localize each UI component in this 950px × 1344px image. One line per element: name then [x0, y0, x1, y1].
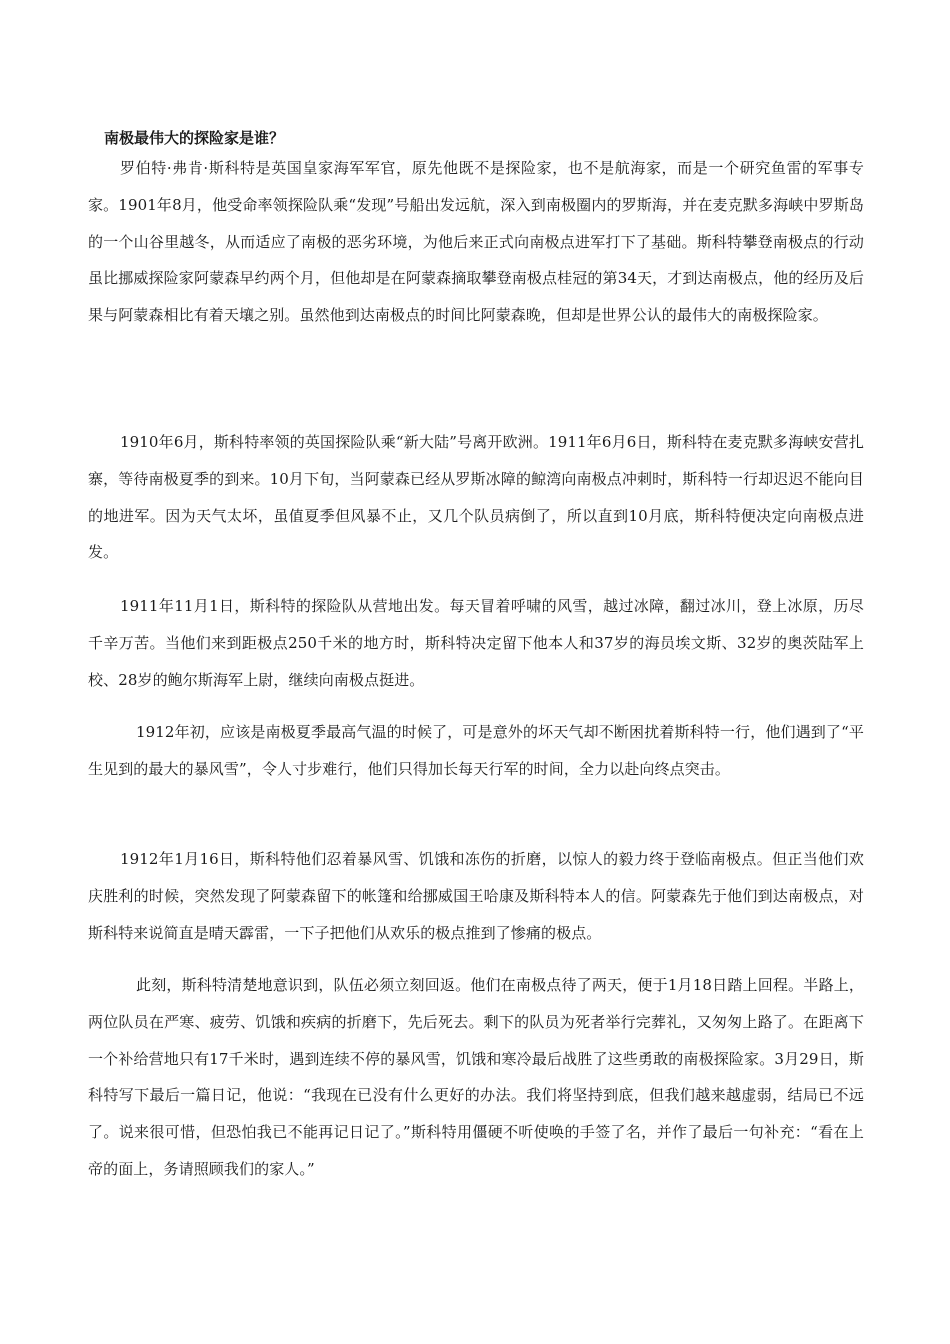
paragraph-6: 此刻，斯科特清楚地意识到，队伍必须立刻回返。他们在南极点待了两天，便于1月18日踏上回程。半路上，两位队员在严寒、疲劳、饥饿和疾病的折磨下，先后死去。剩下的队员为死者举行完葬礼，又匆匆上路了。在距离下一个补给营地只有17千米时，遇到连续不停的暴风雪，饥饿和寒冷最后战胜了这些勇敢的南极探险家。3月29日，斯科特写下最后一篇日记，他说：“我现在已没有什么更好的办法。我们将坚持到底，但我们越来越虚弱，结局已不远了。说来很可惜，但恐怕我已不能再记日记了。”斯科特用僵硬不听使唤的手签了名，并作了最后一句补充：“看在上帝的面上，务请照顾我们的家人。” [88, 976, 864, 1178]
paragraph-5: 1912年1月16日，斯科特他们忍着暴风雪、饥饿和冻伤的折磨，以惊人的毅力终于登临南极点。但正当他们欢庆胜利的时候，突然发现了阿蒙森留下的帐篷和给挪威国王哈康及斯科特本人的信。阿蒙森先于他们到达南极点，对斯科特来说简直是晴天霹雷，一下子把他们从欢乐的极点推到了惨痛的极点。 [88, 850, 864, 942]
paragraph-2: 1910年6月，斯科特率领的英国探险队乘“新大陆”号离开欧洲。1911年6月6日，斯科特在麦克默多海峡安营扎寨，等待南极夏季的到来。10月下旬，当阿蒙森已经从罗斯冰障的鲸湾向南极点冲刺时，斯科特一行却迟迟不能向目的地进军。因为天气太坏，虽值夏季但风暴不止，又几个队员病倒了，所以直到10月底，斯科特便决定向南极点进发。 [88, 433, 865, 562]
document-title: 南极最伟大的探险家是谁？ [104, 129, 285, 147]
paragraph-4: 1912年初，应该是南极夏季最高气温的时候了，可是意外的坏天气却不断困扰着斯科特一行，他们遇到了“平生见到的最大的暴风雪”，令人寸步难行，他们只得加长每天行军的时间，全力以赴向终点突击。 [88, 723, 864, 778]
paragraph-1: 罗伯特·弗肯·斯科特是英国皇家海军军官，原先他既不是探险家，也不是航海家，而是一个研究鱼雷的军事专家。1901年8月，他受命率领探险队乘“发现”号船出发远航，深入到南极圈内的罗斯海，并在麦克默多海峡中罗斯岛的一个山谷里越冬，从而适应了南极的恶劣环境，为他后来正式向南极点进军打下了基础。斯科特攀登南极点的行动虽比挪威探险家阿蒙森早约两个月，但他却是在阿蒙森摘取攀登南极点桂冠的第34天，才到达南极点，他的经历及后果与阿蒙森相比有着天壤之别。虽然他到达南极点的时间比阿蒙森晚，但却是世界公认的最伟大的南极探险家。 [88, 159, 864, 325]
paragraph-3: 1911年11月1日，斯科特的探险队从营地出发。每天冒着呼啸的风雪，越过冰障，翻过冰川，登上冰原，历尽千辛万苦。当他们来到距极点250千米的地方时，斯科特决定留下他本人和37岁的海员埃文斯、32岁的奥茨陆军上校、28岁的鲍尔斯海军上尉，继续向南极点挺进。 [88, 597, 864, 689]
